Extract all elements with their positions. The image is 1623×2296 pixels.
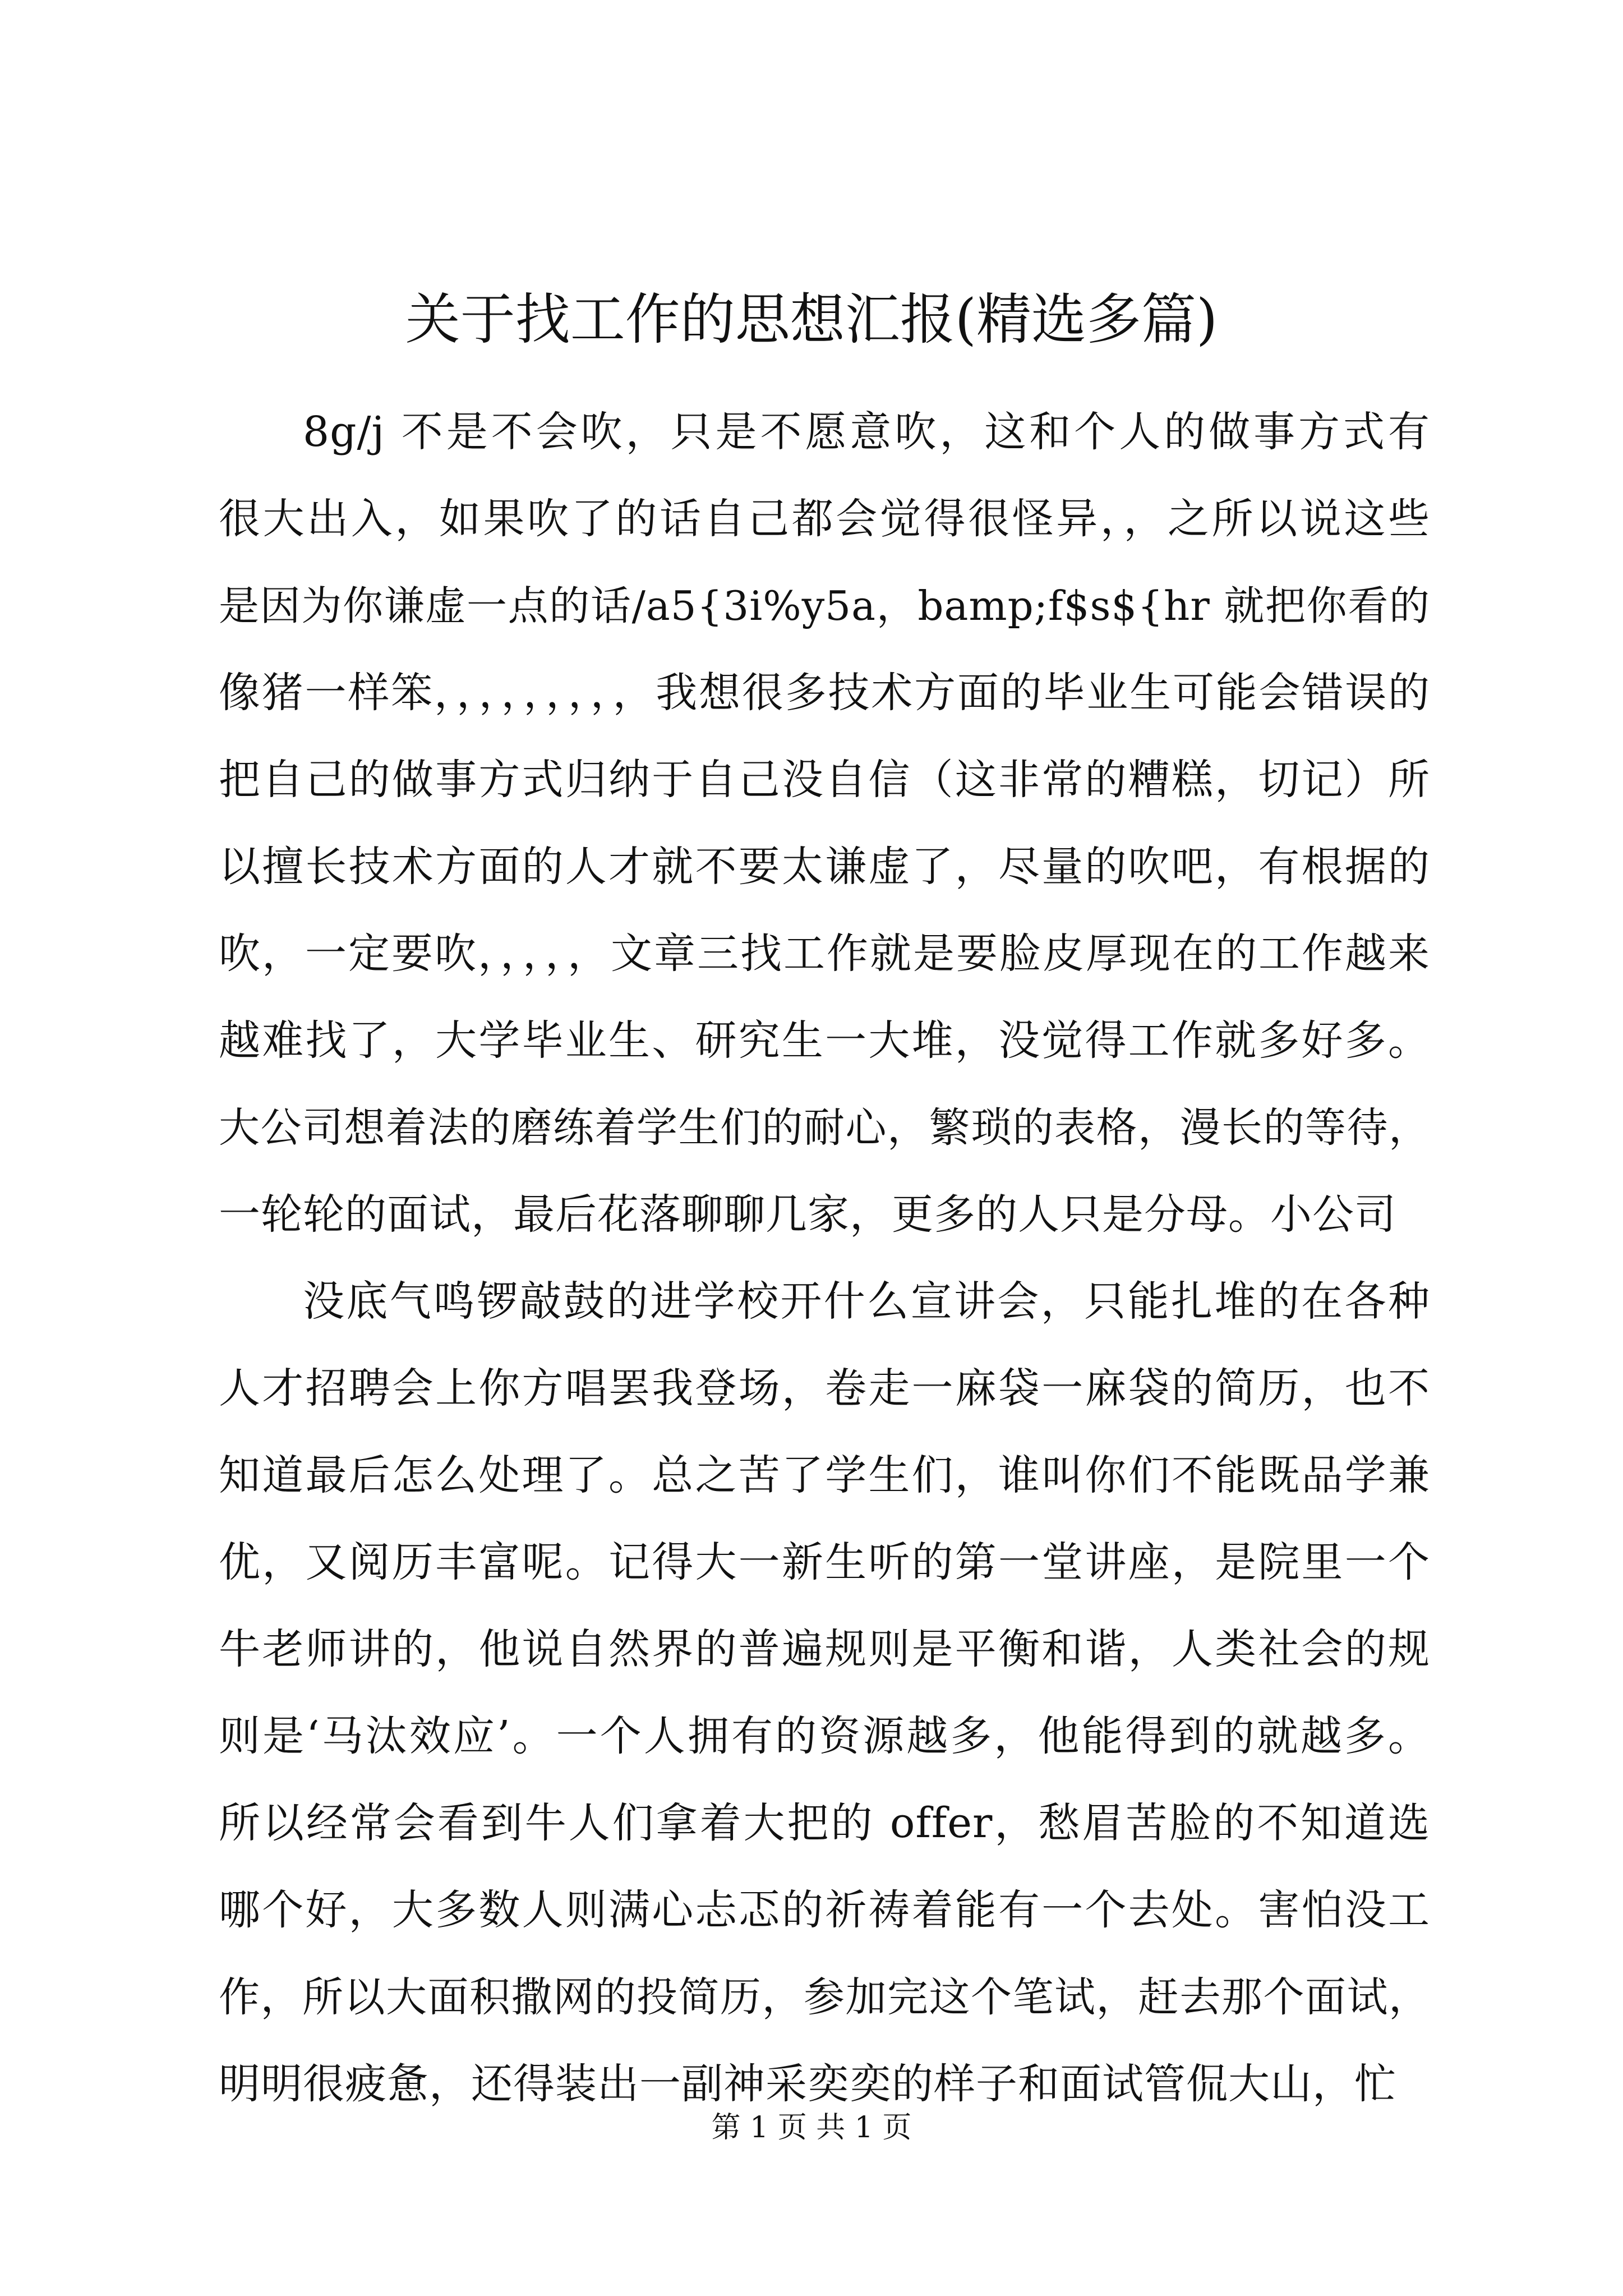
- text-line: 把自己的做事方式归纳于自己没自信（这非常的糟糕，切记）所: [219, 756, 1430, 804]
- text-line: 大公司想着法的磨练着学生们的耐心，繁琐的表格，漫长的等待，: [219, 1104, 1430, 1152]
- text-line: 像猪一样笨，，，，，，，，，我想很多技术方面的毕业生可能会错误的: [219, 669, 1430, 717]
- text-line: 吹，一定要吹，，，，，文章三找工作就是要脸皮厚现在的工作越来: [219, 930, 1430, 978]
- text-line: 没底气鸣锣敲鼓的进学校开什么宣讲会，只能扎堆的在各种: [303, 1277, 1430, 1326]
- text-line: 是因为你谦虚一点的话/a5{3i%y5a，bamp;f$s${hr 就把你看的: [219, 582, 1430, 629]
- text-line: 所以经常会看到牛人们拿着大把的 offer，愁眉苦脸的不知道选: [219, 1799, 1430, 1847]
- text-line: 人才招聘会上你方唱罢我登场，卷走一麻袋一麻袋的简历，也不: [219, 1364, 1430, 1412]
- text-line: 明明很疲惫，还得装出一副神采奕奕的样子和面试管侃大山，忙: [219, 2060, 1396, 2108]
- paragraph-1: [219, 389, 1430, 1258]
- text-line: 牛老师讲的，他说自然界的普遍规则是平衡和谐，人类社会的规: [219, 1625, 1430, 1673]
- text-line: 越难找了，大学毕业生、研究生一大堆，没觉得工作就多好多。: [219, 1016, 1430, 1065]
- text-line: 以擅长技术方面的人才就不要太谦虚了，尽量的吹吧，有根据的: [219, 843, 1430, 891]
- text-line: 作，所以大面积撒网的投简历，参加完这个笔试，赶去那个面试，: [219, 1973, 1430, 2021]
- text-line: 哪个好，大多数人则满心忐忑的祈祷着能有一个去处。害怕没工: [219, 1886, 1430, 1934]
- text-line: 一轮轮的面试，最后花落聊聊几家，更多的人只是分母。小公司: [219, 1190, 1396, 1239]
- paragraph-2: [219, 1258, 1430, 2128]
- text-line: 8g/j 不是不会吹，只是不愿意吹，这和个人的做事方式有: [303, 408, 1430, 456]
- text-line: 很大出入，如果吹了的话自己都会觉得很怪异，，之所以说这些: [219, 495, 1430, 543]
- text-line: 则是‘马汰效应’。一个人拥有的资源越多，他能得到的就越多。: [219, 1712, 1430, 1760]
- text-line: 优，又阅历丰富呢。记得大一新生听的第一堂讲座，是院里一个: [219, 1538, 1430, 1586]
- text-line: 知道最后怎么处理了。总之苦了学生们，谁叫你们不能既品学兼: [219, 1451, 1430, 1499]
- document-title: 关于找工作的思想汇报(精选多篇): [405, 288, 1218, 352]
- document-body: [219, 389, 1430, 2128]
- page-footer: 第 1 页 共 1 页: [711, 2111, 912, 2145]
